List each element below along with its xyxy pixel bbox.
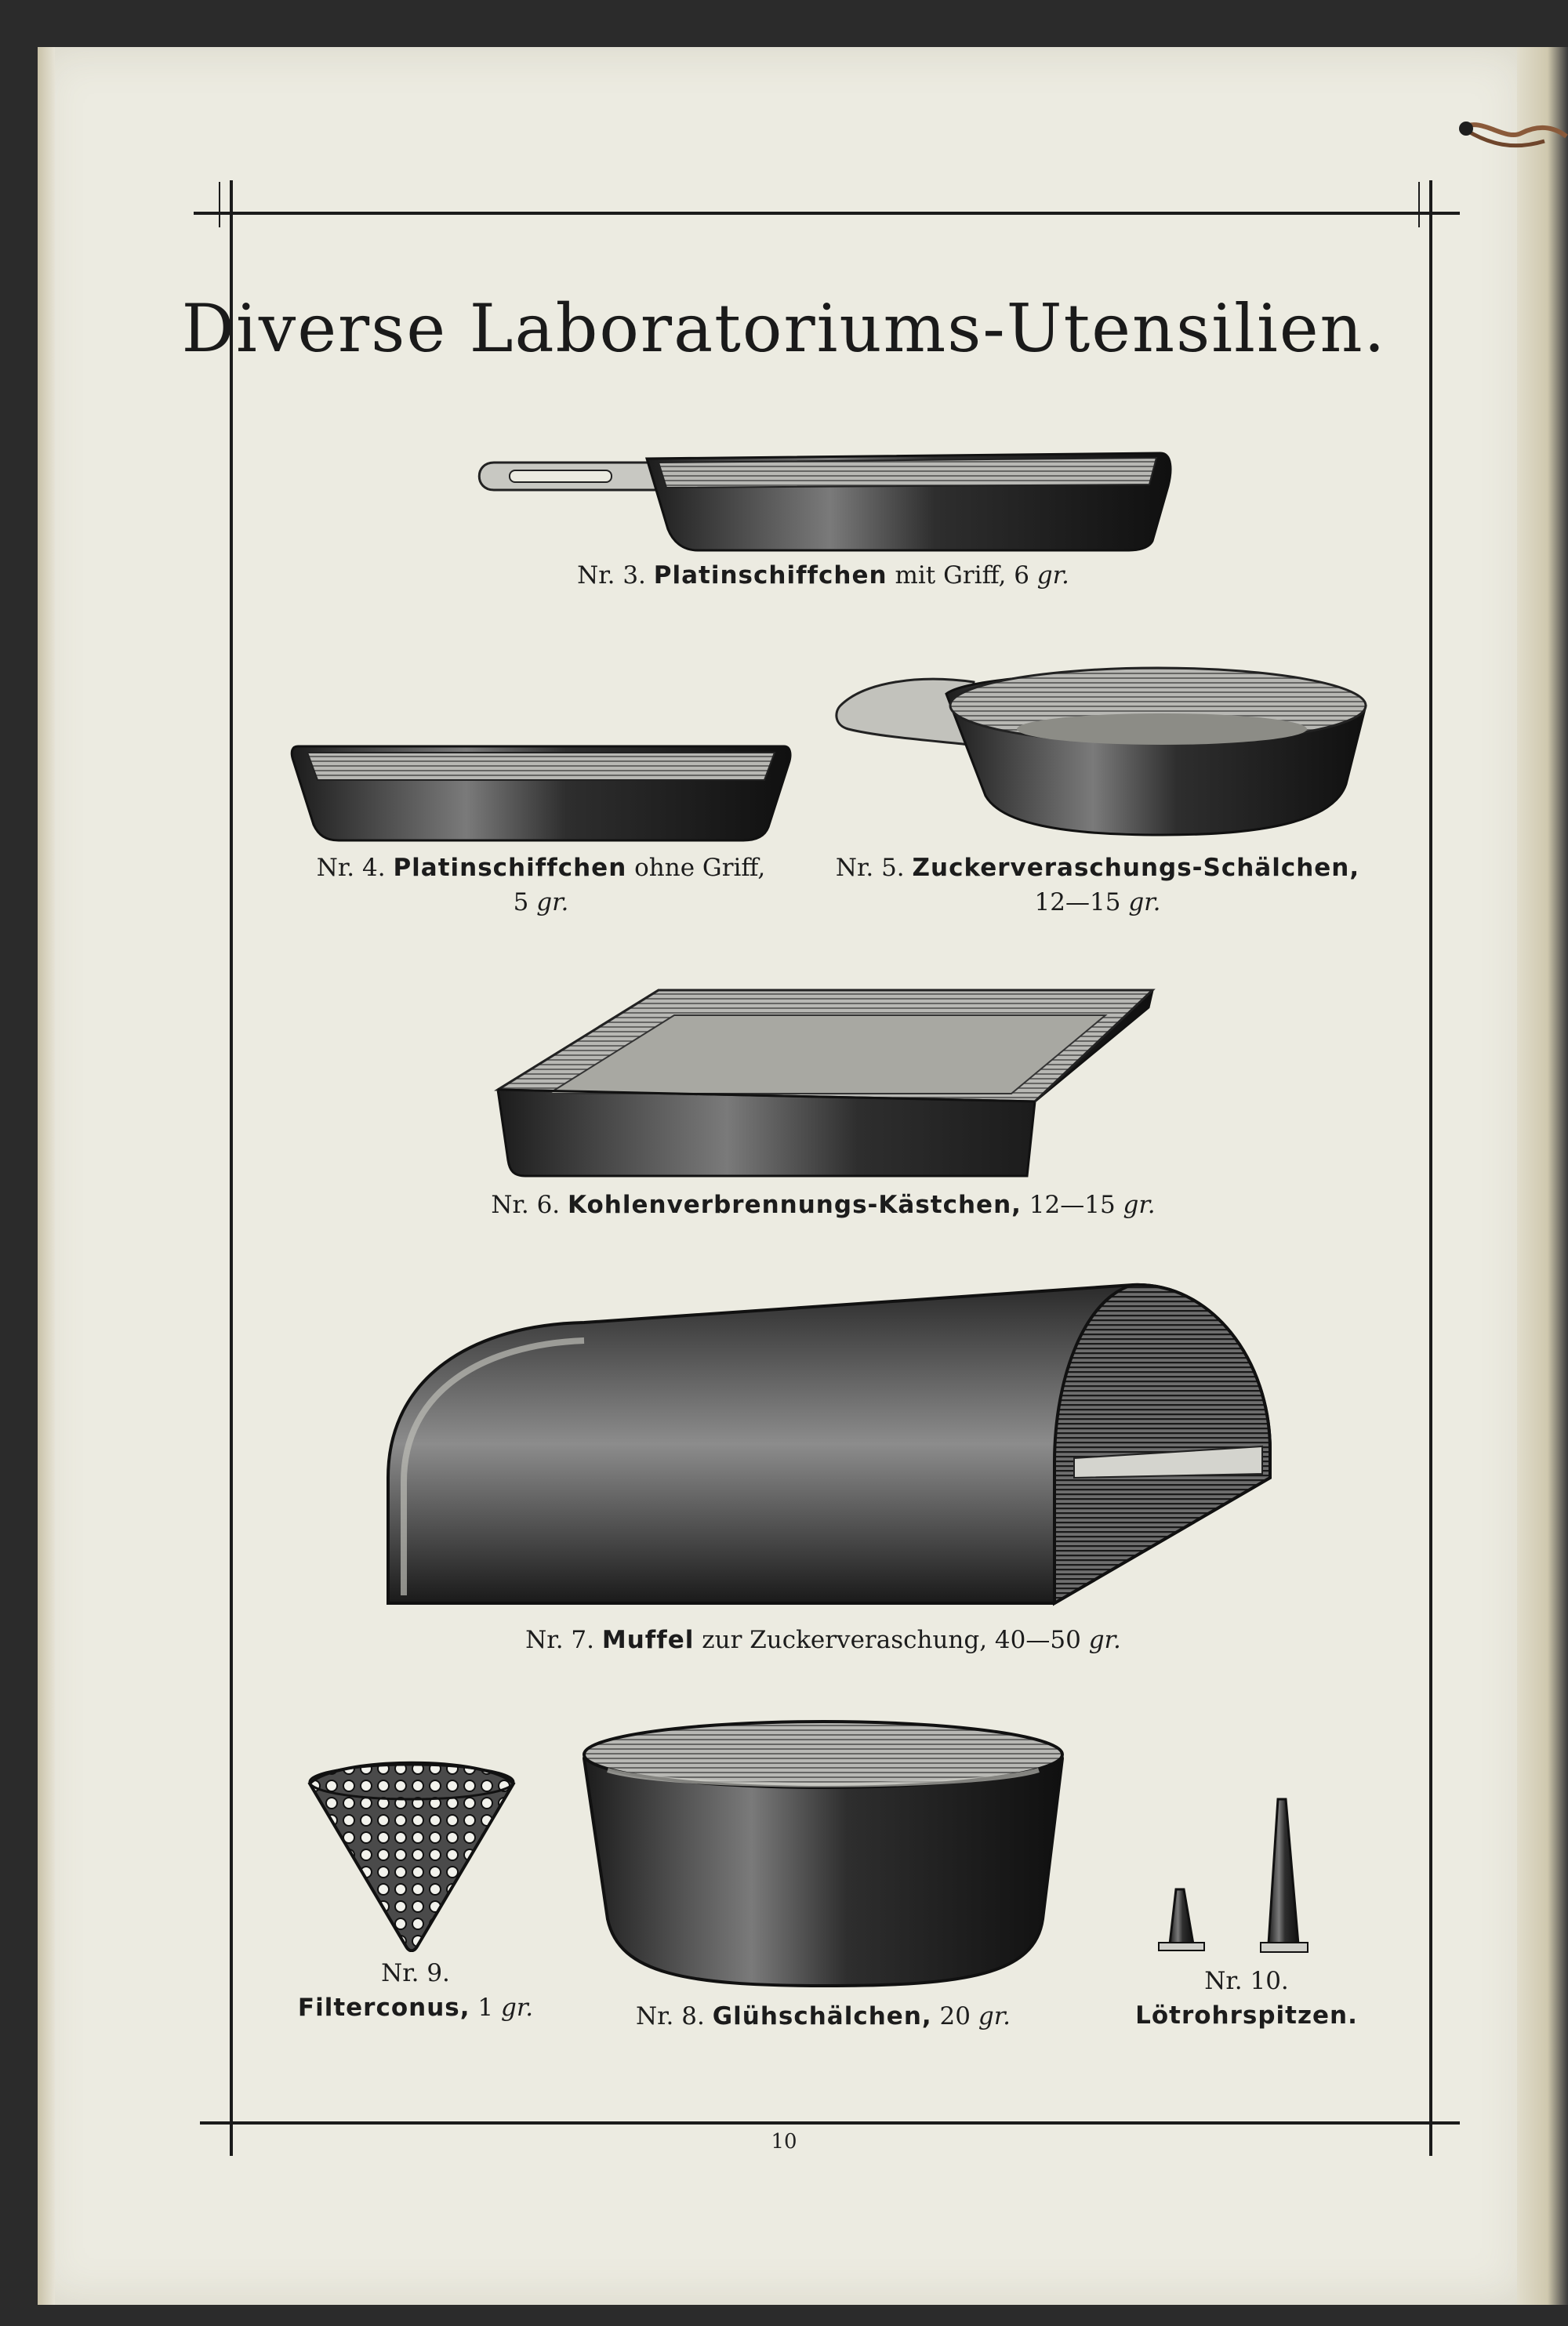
item-unit: gr. <box>978 2002 1011 2030</box>
caption-nr8 <box>576 1999 1070 2034</box>
page-number: 10 <box>771 2130 797 2154</box>
item-number: Nr. 3. <box>577 561 646 590</box>
caption-nr4 <box>267 851 815 920</box>
item-unit: gr. <box>1088 1626 1121 1654</box>
item-number: Nr. 6. <box>491 1191 561 1219</box>
item-name: Muffel <box>601 1626 695 1654</box>
annealing-dish-illustration <box>576 1715 1070 1990</box>
combustion-box-illustration <box>494 984 1156 1180</box>
item-weight: 5 <box>513 888 529 916</box>
item-weight: 12—15 <box>1034 888 1121 916</box>
item-details: 12—15 <box>1029 1191 1116 1219</box>
item-name: Glühschälchen, <box>712 2002 932 2030</box>
caption-nr10 <box>1090 1964 1403 2033</box>
item-name: Platinschiffchen <box>393 854 627 882</box>
caption-nr3 <box>470 558 1176 593</box>
item-details: ohne Griff, <box>634 854 766 882</box>
item-number: Nr. 10. <box>1204 1967 1289 1995</box>
caption-nr7 <box>353 1623 1294 1657</box>
item-details: mit Griff, 6 <box>895 561 1029 590</box>
item-unit: gr. <box>1128 888 1161 916</box>
item-details: 20 <box>939 2002 971 2030</box>
platinum-boat-with-handle-illustration <box>470 447 1176 553</box>
item-details: 1 <box>477 1994 494 2022</box>
item-name: Kohlenverbrennungs-Kästchen, <box>568 1191 1022 1219</box>
platinum-boat-without-handle-illustration <box>290 737 792 843</box>
item-number: Nr. 7. <box>525 1626 594 1654</box>
caption-nr6 <box>353 1188 1294 1222</box>
item-name: Zuckerveraschungs-Schälchen, <box>912 854 1360 882</box>
item-unit: gr. <box>500 1994 534 2022</box>
caption-nr9 <box>259 1956 572 2025</box>
filter-cone-illustration <box>306 1760 517 1952</box>
item-name: Lötrohrspitzen. <box>1135 2001 1358 2030</box>
item-unit: gr. <box>1123 1191 1156 1219</box>
item-unit: gr. <box>536 888 569 916</box>
item-number: Nr. 4. <box>316 854 386 882</box>
item-number: Nr. 5. <box>835 854 905 882</box>
page-title: Diverse Laboratoriums-Utensilien. <box>181 290 1387 367</box>
item-details: zur Zuckerveraschung, 40—50 <box>702 1626 1081 1654</box>
item-name: Filterconus, <box>297 1994 470 2022</box>
item-number: Nr. 8. <box>636 2002 705 2030</box>
sugar-ashing-dish-illustration <box>833 659 1374 839</box>
item-number: Nr. 9. <box>381 1959 450 1987</box>
item-name: Platinschiffchen <box>653 561 887 590</box>
item-unit: gr. <box>1036 561 1069 590</box>
muffle-furnace-illustration <box>380 1282 1274 1611</box>
caption-nr5 <box>815 851 1380 920</box>
blowpipe-tips-illustration <box>1152 1795 1341 1960</box>
